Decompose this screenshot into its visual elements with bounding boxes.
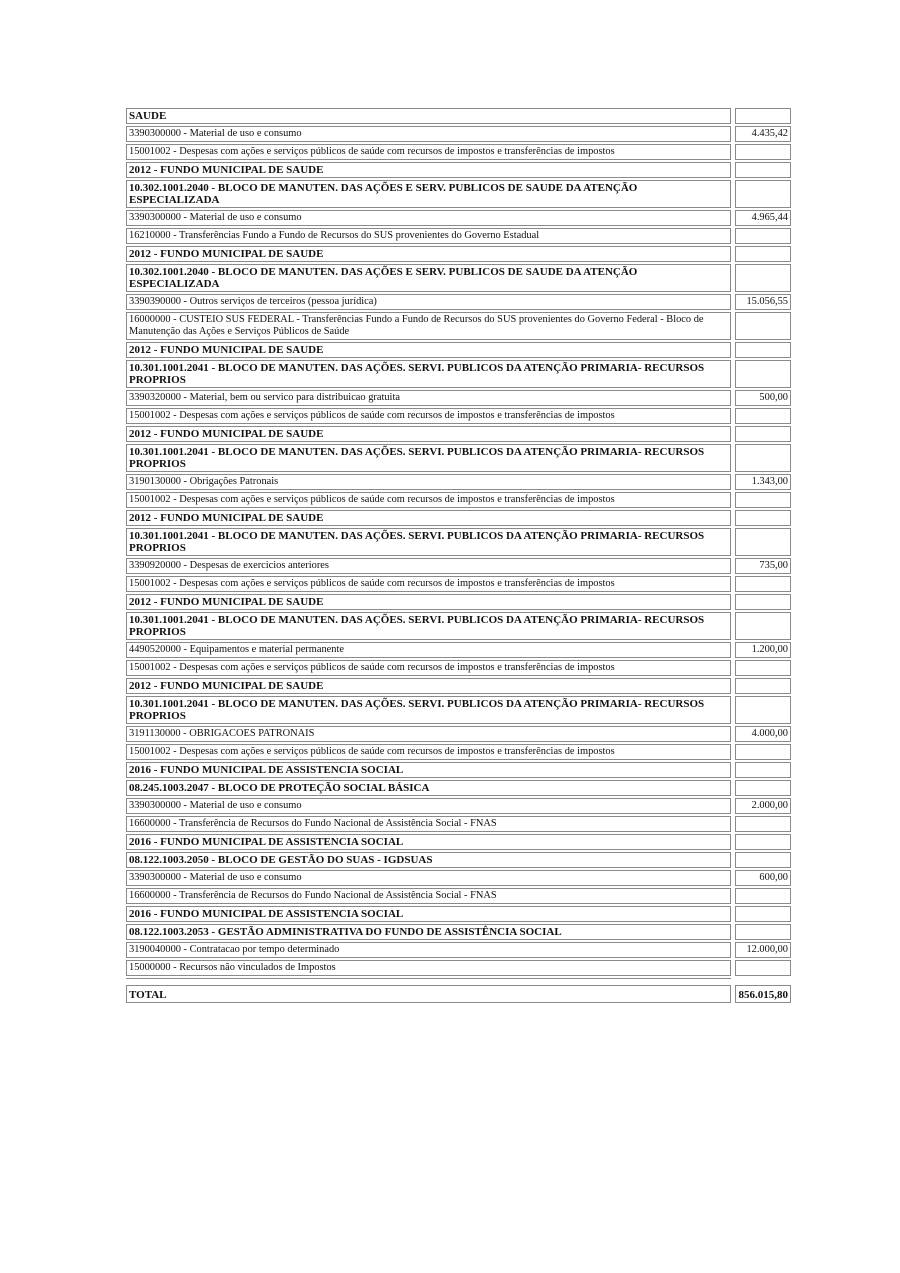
row-description: 2016 - FUNDO MUNICIPAL DE ASSISTENCIA SOCIAL xyxy=(126,834,731,850)
row-value: 1.200,00 xyxy=(735,642,791,658)
table-row xyxy=(126,762,791,778)
table-row xyxy=(126,798,791,814)
row-value xyxy=(735,816,791,832)
row-value: 2.000,00 xyxy=(735,798,791,814)
row-value: 4.965,44 xyxy=(735,210,791,226)
row-description: 2012 - FUNDO MUNICIPAL DE SAUDE xyxy=(126,678,731,694)
table-row xyxy=(126,246,791,262)
row-value xyxy=(735,426,791,442)
row-description: 3190040000 - Contratacao por tempo determinado xyxy=(126,942,731,958)
row-value xyxy=(735,408,791,424)
row-description: 2012 - FUNDO MUNICIPAL DE SAUDE xyxy=(126,426,731,442)
row-description: 3390300000 - Material de uso e consumo xyxy=(126,798,731,814)
table-row xyxy=(126,474,791,490)
table-row xyxy=(126,264,791,292)
table-row xyxy=(126,870,791,886)
row-value xyxy=(735,180,791,208)
table-row xyxy=(126,180,791,208)
row-description: 3390390000 - Outros serviços de terceiros (pessoa jurídica) xyxy=(126,294,731,310)
row-value xyxy=(735,888,791,904)
row-value xyxy=(735,906,791,922)
row-value xyxy=(735,696,791,724)
row-description: 08.122.1003.2050 - BLOCO DE GESTÃO DO SUAS - IGDSUAS xyxy=(126,852,731,868)
table-row xyxy=(126,594,791,610)
table-row xyxy=(126,924,791,940)
row-description: 15001002 - Despesas com ações e serviços públicos de saúde com recursos de impostos e transferências de impostos xyxy=(126,744,731,760)
table-row xyxy=(126,816,791,832)
row-value xyxy=(735,834,791,850)
table-row xyxy=(126,834,791,850)
row-description: 3390920000 - Despesas de exercicios anteriores xyxy=(126,558,731,574)
row-description: 3190130000 - Obrigações Patronais xyxy=(126,474,731,490)
row-description: 2012 - FUNDO MUNICIPAL DE SAUDE xyxy=(126,594,731,610)
table-row xyxy=(126,852,791,868)
row-description: 15001002 - Despesas com ações e serviços públicos de saúde com recursos de impostos e transferências de impostos xyxy=(126,492,731,508)
row-value xyxy=(735,852,791,868)
total-row xyxy=(126,985,791,1003)
row-value xyxy=(735,492,791,508)
row-value xyxy=(735,312,791,340)
row-value xyxy=(735,144,791,160)
row-description: 15001002 - Despesas com ações e serviços públicos de saúde com recursos de impostos e transferências de impostos xyxy=(126,408,731,424)
row-value xyxy=(735,762,791,778)
table-row xyxy=(126,612,791,640)
table-body xyxy=(126,108,791,976)
table-row xyxy=(126,510,791,526)
table-row xyxy=(126,492,791,508)
table-row xyxy=(126,444,791,472)
row-description: 3390300000 - Material de uso e consumo xyxy=(126,210,731,226)
row-description: 2012 - FUNDO MUNICIPAL DE SAUDE xyxy=(126,162,731,178)
row-value xyxy=(735,780,791,796)
table-row xyxy=(126,888,791,904)
row-value xyxy=(735,162,791,178)
table-row xyxy=(126,942,791,958)
row-description: 3390300000 - Material de uso e consumo xyxy=(126,126,731,142)
row-description: 15001002 - Despesas com ações e serviços públicos de saúde com recursos de impostos e transferências de impostos xyxy=(126,576,731,592)
row-description: 15001002 - Despesas com ações e serviços públicos de saúde com recursos de impostos e transferências de impostos xyxy=(126,660,731,676)
table-row xyxy=(126,294,791,310)
row-description: 10.302.1001.2040 - BLOCO DE MANUTEN. DAS AÇÕES E SERV. PUBLICOS DE SAUDE DA ATENÇÃO ESPECIALIZADA xyxy=(126,180,731,208)
table-row xyxy=(126,210,791,226)
row-value: 4.435,42 xyxy=(735,126,791,142)
row-value xyxy=(735,510,791,526)
row-description: 08.122.1003.2053 - GESTÃO ADMINISTRATIVA DO FUNDO DE ASSISTÊNCIA SOCIAL xyxy=(126,924,731,940)
row-value xyxy=(735,744,791,760)
table-row xyxy=(126,126,791,142)
row-value xyxy=(735,228,791,244)
row-description: 15001002 - Despesas com ações e serviços públicos de saúde com recursos de impostos e transferências de impostos xyxy=(126,144,731,160)
row-value xyxy=(735,594,791,610)
row-description: 10.301.1001.2041 - BLOCO DE MANUTEN. DAS AÇÕES. SERVI. PUBLICOS DA ATENÇÃO PRIMARIA- RECURSOS PROPRIOS xyxy=(126,360,731,388)
row-description: 3191130000 - OBRIGACOES PATRONAIS xyxy=(126,726,731,742)
row-value xyxy=(735,264,791,292)
row-description: 10.302.1001.2040 - BLOCO DE MANUTEN. DAS AÇÕES E SERV. PUBLICOS DE SAUDE DA ATENÇÃO ESPECIALIZADA xyxy=(126,264,731,292)
row-value xyxy=(735,576,791,592)
table-row xyxy=(126,342,791,358)
total-divider xyxy=(126,978,731,983)
row-description: 4490520000 - Equipamentos e material permanente xyxy=(126,642,731,658)
row-value xyxy=(735,660,791,676)
table-row xyxy=(126,558,791,574)
row-value xyxy=(735,246,791,262)
row-value xyxy=(735,444,791,472)
row-value xyxy=(735,342,791,358)
row-value xyxy=(735,960,791,976)
table-row xyxy=(126,780,791,796)
budget-table xyxy=(126,108,791,1005)
row-description: 16000000 - CUSTEIO SUS FEDERAL - Transferências Fundo a Fundo de Recursos do SUS provenientes do Governo Federal - Bloco de Manutenção das Ações e Serviços Públicos de Saúde xyxy=(126,312,731,340)
table-row xyxy=(126,408,791,424)
table-row xyxy=(126,576,791,592)
table-row xyxy=(126,360,791,388)
table-row xyxy=(126,426,791,442)
row-description: 10.301.1001.2041 - BLOCO DE MANUTEN. DAS AÇÕES. SERVI. PUBLICOS DA ATENÇÃO PRIMARIA- RECURSOS PROPRIOS xyxy=(126,528,731,556)
row-value xyxy=(735,360,791,388)
table-row xyxy=(126,228,791,244)
table-row xyxy=(126,678,791,694)
row-description: 2016 - FUNDO MUNICIPAL DE ASSISTENCIA SOCIAL xyxy=(126,762,731,778)
row-value xyxy=(735,528,791,556)
row-description: 10.301.1001.2041 - BLOCO DE MANUTEN. DAS AÇÕES. SERVI. PUBLICOS DA ATENÇÃO PRIMARIA- RECURSOS PROPRIOS xyxy=(126,696,731,724)
row-value xyxy=(735,924,791,940)
total-label: TOTAL xyxy=(126,985,731,1003)
row-value: 4.000,00 xyxy=(735,726,791,742)
row-value: 1.343,00 xyxy=(735,474,791,490)
table-row xyxy=(126,144,791,160)
table-row xyxy=(126,660,791,676)
row-description: 16210000 - Transferências Fundo a Fundo de Recursos do SUS provenientes do Governo Estadual xyxy=(126,228,731,244)
table-row xyxy=(126,642,791,658)
row-description: 16600000 - Transferência de Recursos do Fundo Nacional de Assistência Social - FNAS xyxy=(126,816,731,832)
row-value: 15.056,55 xyxy=(735,294,791,310)
row-description: 15000000 - Recursos não vinculados de Impostos xyxy=(126,960,731,976)
row-value xyxy=(735,612,791,640)
row-value xyxy=(735,678,791,694)
row-description: 3390300000 - Material de uso e consumo xyxy=(126,870,731,886)
row-description: 2012 - FUNDO MUNICIPAL DE SAUDE xyxy=(126,246,731,262)
total-value: 856.015,80 xyxy=(735,985,791,1003)
table-row xyxy=(126,906,791,922)
table-row xyxy=(126,960,791,976)
table-row xyxy=(126,744,791,760)
table-row xyxy=(126,312,791,340)
table-row xyxy=(126,390,791,406)
row-value: 12.000,00 xyxy=(735,942,791,958)
table-row xyxy=(126,108,791,124)
row-description: 16600000 - Transferência de Recursos do Fundo Nacional de Assistência Social - FNAS xyxy=(126,888,731,904)
row-description: 2012 - FUNDO MUNICIPAL DE SAUDE xyxy=(126,510,731,526)
row-value: 735,00 xyxy=(735,558,791,574)
row-description: SAUDE xyxy=(126,108,731,124)
table-row xyxy=(126,726,791,742)
row-value: 600,00 xyxy=(735,870,791,886)
row-description: 2012 - FUNDO MUNICIPAL DE SAUDE xyxy=(126,342,731,358)
row-description: 08.245.1003.2047 - BLOCO DE PROTEÇÃO SOCIAL BÁSICA xyxy=(126,780,731,796)
row-description: 2016 - FUNDO MUNICIPAL DE ASSISTENCIA SOCIAL xyxy=(126,906,731,922)
table-row xyxy=(126,528,791,556)
row-description: 3390320000 - Material, bem ou servico para distribuicao gratuita xyxy=(126,390,731,406)
row-description: 10.301.1001.2041 - BLOCO DE MANUTEN. DAS AÇÕES. SERVI. PUBLICOS DA ATENÇÃO PRIMARIA- RECURSOS PROPRIOS xyxy=(126,612,731,640)
table-row xyxy=(126,162,791,178)
row-value xyxy=(735,108,791,124)
table-row xyxy=(126,696,791,724)
row-value: 500,00 xyxy=(735,390,791,406)
row-description: 10.301.1001.2041 - BLOCO DE MANUTEN. DAS AÇÕES. SERVI. PUBLICOS DA ATENÇÃO PRIMARIA- RECURSOS PROPRIOS xyxy=(126,444,731,472)
